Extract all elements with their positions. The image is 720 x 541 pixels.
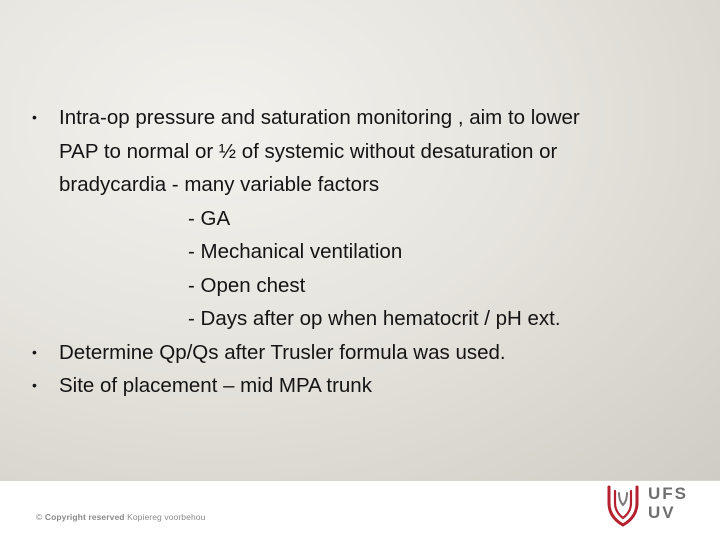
bullet-symbol: • <box>32 343 37 360</box>
bullet-3-line-1: Site of placement – mid MPA trunk <box>59 374 372 397</box>
bullet-item-1 <box>32 101 692 202</box>
slide-content <box>32 101 692 403</box>
copyright-notice <box>36 512 205 522</box>
bullet-item-2 <box>32 336 692 370</box>
sub-item-ga: - GA <box>188 206 231 230</box>
copyright-afrikaans-text: Kopiereg voorbehou <box>127 512 206 522</box>
bullet-1-line-1: Intra-op pressure and saturation monitoring , aim to lower <box>59 106 580 129</box>
sub-item-open-chest: - Open chest <box>188 273 306 297</box>
bullet-item-3 <box>32 369 692 403</box>
ufs-shield-logo-icon <box>606 483 640 527</box>
ufs-logo-wordmark <box>648 484 688 522</box>
copyright-bold-text: Copyright reserved <box>44 512 125 522</box>
bullet-2-line-1: Determine Qp/Qs after Trusler formula was used. <box>59 340 506 364</box>
bullet-symbol: • <box>32 109 37 125</box>
sub-item-mechanical-ventilation: - Mechanical ventilation <box>188 240 403 263</box>
logo-line-ufs: UFS <box>648 484 688 503</box>
copyright-symbol: © <box>36 512 43 522</box>
bullet-symbol: • <box>32 377 37 393</box>
bullet-1-line-2: PAP to normal or ½ of systemic without desaturation or <box>59 139 558 163</box>
sub-item-days-after-op: - Days after op when hematocrit / pH ext. <box>188 307 561 330</box>
bullet-1-line-3: bradycardia - many variable factors <box>59 173 380 196</box>
logo-line-uv: UV <box>648 503 676 522</box>
